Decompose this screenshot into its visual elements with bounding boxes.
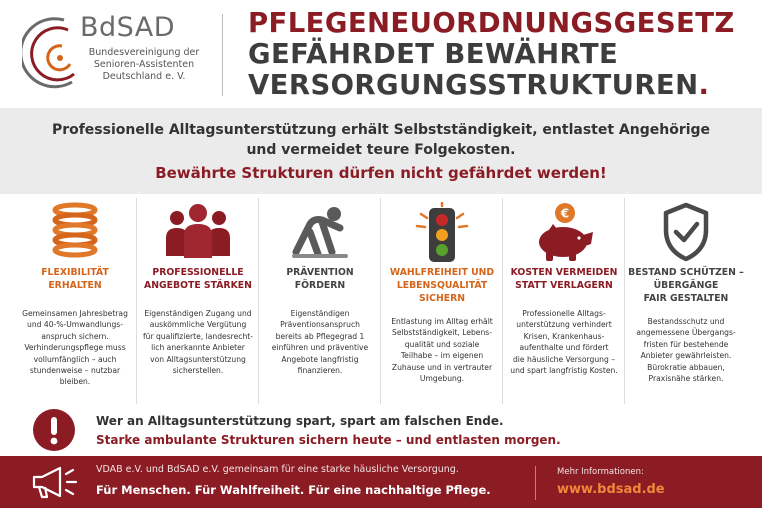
demand-body-line: aufenthalte und fördert — [519, 343, 609, 353]
demand-body-line: Bürokratie abbauen, — [647, 362, 725, 372]
demand-body-line: und spart langfristig Kosten. — [510, 366, 618, 376]
header-divider — [222, 14, 223, 96]
demand-title-line: ÜBERGÄNGE — [653, 280, 719, 291]
more-info-label: Mehr Informationen: — [557, 467, 644, 477]
demand-title-line: FAIR GESTALTEN — [643, 293, 729, 304]
demand-column-protection — [624, 198, 746, 404]
demand-column-prevention — [258, 198, 380, 404]
logo-subtitle-line: Deutschland e. V. — [102, 71, 186, 82]
demand-body-line: qualität und soziale — [404, 339, 480, 349]
demand-body-line: bleiben. — [59, 377, 91, 387]
demand-title — [505, 266, 623, 292]
traffic-light-icon — [407, 202, 477, 264]
demand-body-line: Gemeinsamen Jahresbetrag — [22, 309, 128, 318]
demand-title — [16, 266, 134, 292]
demand-body-line: Praxisnähe stärken. — [648, 374, 724, 384]
demand-body-line: von Alltagsunterstützung — [150, 354, 246, 364]
demand-body-line: finanzieren. — [297, 366, 343, 376]
demand-body — [629, 316, 743, 384]
demand-title — [139, 266, 257, 292]
demand-body-line: Entlastung im Alltag erhält — [391, 317, 493, 326]
demand-body-line: und 40-%-Umwandlungs- — [27, 320, 123, 330]
demand-body-line: Zuhause und in vertrauter — [391, 362, 493, 372]
headline-line-2: GEFÄHRDET BEWÄHRTE — [248, 38, 619, 70]
svg-text:€: € — [560, 206, 570, 221]
demand-title-line: LEBENSQUALITÄT — [396, 280, 488, 291]
demand-body-line: einführen und präventive — [271, 343, 369, 353]
bdsad-logo — [22, 12, 212, 92]
demand-title-line: SICHERN — [418, 293, 466, 304]
demand-title-line: KOSTEN VERMEIDEN — [510, 267, 618, 278]
demand-column-costs — [502, 198, 624, 404]
headline-dot: . — [698, 69, 710, 101]
people-icon-wrap — [137, 202, 259, 262]
piggy-icon-wrap — [503, 202, 625, 262]
demand-body-line: Anbieter gewährleisten. — [640, 351, 732, 361]
demand-body-line: sicherstellen. — [172, 366, 224, 376]
demand-body-line: Umgebung. — [419, 374, 465, 384]
logo-subtitle-line: Senioren-Assistenten — [93, 59, 195, 70]
demand-body-line: Präventionsanspruch — [280, 320, 360, 330]
demand-body-line: angemessene Übergangs- — [636, 328, 736, 338]
spring-icon — [50, 202, 100, 260]
demand-body — [263, 308, 377, 376]
page-title — [248, 8, 735, 101]
shield-check-icon — [661, 202, 711, 262]
demand-body-line: bereits ab Pflegegrad 1 — [275, 331, 365, 341]
piggy-bank-euro-icon — [529, 202, 599, 262]
headline-line-3 — [248, 70, 735, 101]
demand-body-line: unterstützung verhindert — [516, 320, 612, 330]
footer-divider — [535, 466, 536, 500]
demand-title-line: ANGEBOTE STÄRKEN — [144, 280, 252, 291]
warning-emphasis: Starke ambulante Strukturen sichern heute – und entlasten morgen. — [96, 433, 561, 447]
demand-body-line: Eigenständigen Zugang und — [144, 309, 252, 318]
demand-body-line: für qualifizierte, landesrecht- — [142, 331, 254, 341]
demand-column-professional-offers — [136, 198, 258, 404]
demands-grid — [14, 198, 748, 404]
headline-line-1: PFLEGENEUORDNUNGSGESETZ — [248, 7, 735, 39]
demand-title-line: FLEXIBILITÄT — [41, 267, 109, 278]
intro-band — [0, 108, 762, 194]
people-group-icon — [163, 202, 233, 260]
exclamation-icon — [31, 407, 77, 453]
demand-body-line: Professionelle Alltags- — [522, 309, 606, 318]
footer-slogan: Für Menschen. Für Wahlfreiheit. Für eine nachhaltige Pflege. — [96, 483, 491, 497]
footer-partners: VDAB e.V. und BdSAD e.V. gemeinsam für eine starke häusliche Versorgung. — [96, 464, 459, 475]
demand-body-line: Bestandsschutz und — [647, 317, 725, 326]
demand-body — [141, 308, 255, 376]
intro-line-2: und vermeidet teure Folgekosten. — [246, 142, 516, 158]
demand-body-line: die häusliche Versorgung – — [512, 354, 615, 364]
intro-text — [0, 120, 762, 160]
logo-swirl-icon — [22, 12, 82, 92]
megaphone-icon — [28, 464, 82, 500]
demand-body — [385, 316, 499, 384]
demand-body-line: Eigenständigen — [290, 309, 350, 318]
demand-title — [383, 266, 501, 305]
website-link[interactable]: www.bdsad.de — [557, 482, 665, 497]
demand-title-line: PROFESSIONELLE — [152, 267, 244, 278]
demand-title-line: BESTAND SCHÜTZEN – — [628, 267, 744, 278]
logo-subtitle-line: Bundesvereinigung der — [88, 47, 200, 58]
demand-title-line: ERHALTEN — [48, 280, 102, 291]
demand-body-line: Angebote langfristig — [281, 354, 359, 364]
traffic-light-icon-wrap — [381, 202, 503, 262]
shield-icon-wrap — [625, 202, 747, 262]
demand-body-line: auskömmliche Vergütung — [149, 320, 247, 330]
demand-body-line: Selbstständigkeit, Lebens- — [392, 328, 492, 338]
demand-body-line: lich anerkannte Anbieter — [151, 343, 245, 353]
demand-body-line: stundenweise – nutzbar — [29, 366, 121, 376]
demand-title — [261, 266, 379, 292]
demand-body-line: anspruch sichern. — [41, 331, 109, 341]
headline-line-3-text: VERSORGUNGSSTRUKTUREN — [248, 69, 699, 101]
stretching-person-icon — [288, 202, 352, 260]
intro-line-1: Professionelle Alltagsunterstützung erhält Selbstständigkeit, entlastet Angehörige — [51, 122, 711, 138]
demand-column-choice — [380, 198, 502, 404]
demand-title-line: PRÄVENTION — [286, 267, 354, 278]
demand-body-line: Teilhabe – im eigenen — [400, 351, 484, 361]
demand-title-line: FÖRDERN — [294, 280, 346, 291]
stretch-icon-wrap — [259, 202, 381, 262]
demand-column-flexibility — [14, 198, 136, 404]
intro-emphasis: Bewährte Strukturen dürfen nicht gefährdet werden! — [155, 164, 607, 182]
demand-body — [507, 308, 621, 376]
header — [0, 0, 762, 108]
demand-title-line: WAHLFREIHEIT UND — [389, 267, 495, 278]
demand-body-line: Verhinderungspflege muss — [24, 343, 126, 353]
demand-body — [18, 308, 132, 388]
demand-title — [627, 266, 745, 305]
demand-title-line: STATT VERLAGERN — [515, 280, 613, 291]
warning-text: Wer an Alltagsunterstützung spart, spart am falschen Ende. — [96, 414, 504, 428]
logo-name: BdSAD — [80, 12, 176, 43]
logo-subtitle — [84, 47, 204, 83]
demand-body-line: fristen für bestehende — [643, 339, 729, 349]
demand-body-line: vollumfänglich – auch — [33, 354, 117, 364]
demand-body-line: Krisen, Krankenhaus- — [523, 331, 605, 341]
spring-icon-wrap — [14, 202, 136, 262]
footer — [0, 456, 762, 508]
warning-strip — [0, 404, 762, 456]
